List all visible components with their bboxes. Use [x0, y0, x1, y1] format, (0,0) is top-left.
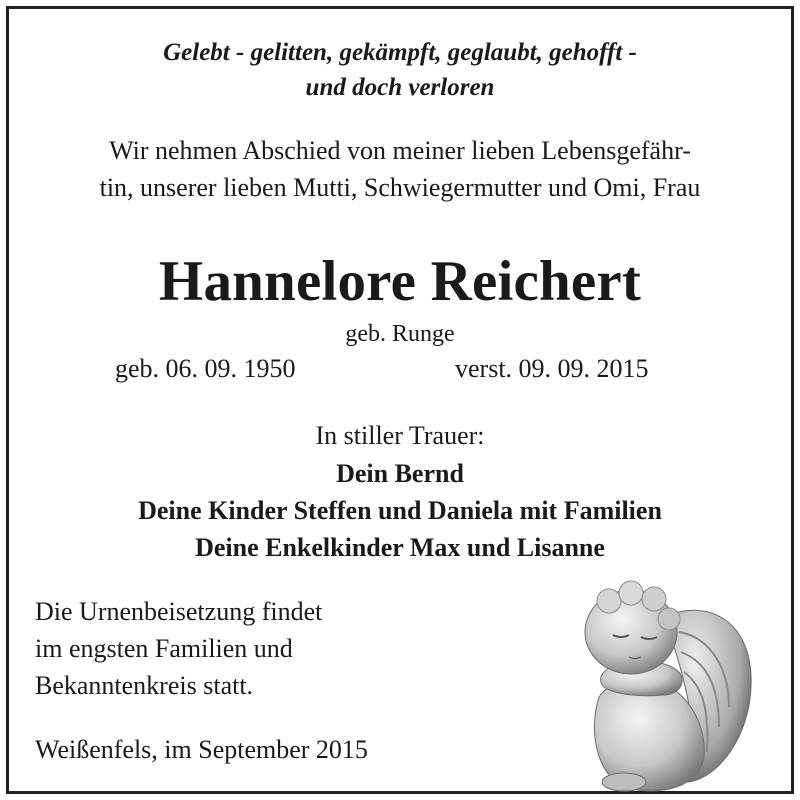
mourner-line-2: Deine Kinder Steffen und Daniela mit Familien	[138, 496, 662, 525]
burial-line-2: im engsten Familien und	[35, 634, 293, 663]
motto-line-1: Gelebt - gelitten, gekämpft, geglaubt, gehofft -	[163, 39, 637, 66]
angel-figurine-image	[569, 577, 759, 795]
burial-line-3: Bekanntenkreis statt.	[35, 671, 254, 700]
mourner-line-3: Deine Enkelkinder Max und Lisanne	[195, 533, 605, 562]
birth-date: geb. 06. 09. 1950	[115, 354, 296, 383]
death-date: verst. 09. 09. 2015	[455, 354, 649, 383]
maiden-name: geb. Runge	[345, 321, 455, 347]
mourner-line-1: Dein Bernd	[336, 459, 464, 488]
motto-line-2: und doch verloren	[305, 74, 495, 101]
place-and-date: Weißenfels, im September 2015	[35, 735, 368, 764]
deceased-name: Hannelore Reichert	[158, 250, 642, 313]
intro-line-2: tin, unserer lieben Mutti, Schwiegermutter und Omi, Frau	[99, 173, 701, 202]
mourning-heading: In stiller Trauer:	[315, 421, 485, 450]
burial-line-1: Die Urnenbeisetzung findet	[35, 597, 323, 626]
intro-line-1: Wir nehmen Abschied von meiner lieben Lebensgefähr-	[109, 136, 691, 165]
obituary-notice	[6, 6, 794, 794]
